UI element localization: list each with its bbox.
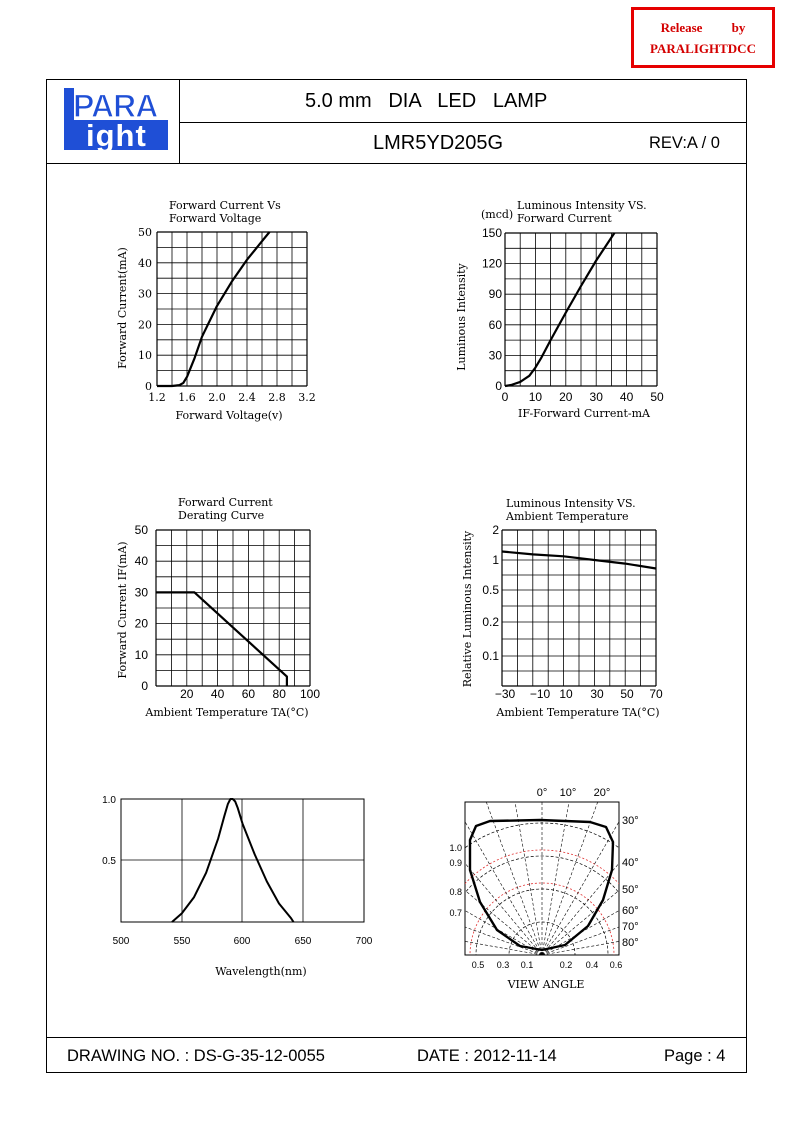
x-tick-label: 700 [355, 936, 373, 947]
release-stamp-line1: Release by [660, 20, 746, 35]
chart-title: Forward Current Vs [169, 199, 281, 212]
x-tick-label: 1.6 [178, 391, 196, 404]
x-axis-label: IF-Forward Current-mA [517, 407, 651, 420]
polar-spoke [512, 788, 542, 955]
x-tick-label: 30 [589, 390, 603, 404]
y-tick-label: 60 [488, 317, 502, 332]
x-tick-label: 20 [559, 390, 573, 404]
y-tick-label: 0.2 [482, 615, 499, 629]
x-axis-label: VIEW ANGLE [507, 978, 585, 991]
x-axis-label: Wavelength(nm) [215, 965, 307, 978]
polar-spoke [542, 788, 572, 955]
chart-title: Derating Curve [178, 509, 265, 522]
y-tick-label: 0 [145, 380, 152, 393]
x-tick-label: −30 [494, 687, 516, 701]
y-axis-label: Luminous Intensity [455, 263, 468, 371]
angle-label: 40° [622, 857, 639, 869]
x-tick-label: 650 [294, 936, 312, 947]
y-tick-label: 20 [138, 318, 152, 332]
angle-label: 10° [559, 787, 577, 799]
release-stamp-line2: PARALIGHTDCC [650, 41, 756, 56]
angle-label: 0° [536, 787, 548, 799]
bottom-scale-label: 0.4 [585, 960, 599, 970]
polar-spoke [412, 846, 542, 955]
y-tick-label: 150 [481, 226, 502, 240]
radiation-pattern-curve [470, 820, 613, 950]
chart-title: Luminous Intensity VS. [506, 497, 636, 510]
bottom-scale-label: 0.2 [559, 960, 573, 970]
angle-label: 70° [622, 921, 639, 933]
y-tick-label: 30 [134, 585, 148, 600]
y-tick-label: 0 [495, 379, 502, 393]
logo-text-bottom: ight [86, 118, 147, 152]
chart-title: Forward Voltage [169, 212, 262, 225]
angle-label: 50° [622, 884, 639, 896]
data-curve-spectrum [172, 799, 294, 922]
x-tick-label: 60 [241, 687, 256, 701]
x-tick-label: 50 [620, 687, 634, 701]
y-tick-label: 10 [138, 349, 152, 363]
polar-spoke [542, 846, 672, 955]
y-tick-label: 20 [134, 616, 148, 631]
x-axis-label: Ambient Temperature TA(°C) [496, 706, 660, 719]
chart-title: Ambient Temperature [506, 510, 629, 523]
y-tick-label: 0.5 [102, 856, 116, 867]
y-tick-label: 30 [138, 287, 152, 301]
part-number: LMR5YD205G [373, 132, 504, 154]
x-tick-label: 70 [649, 687, 663, 701]
x-axis-label: Forward Voltage(v) [175, 409, 283, 422]
y-tick-label: 90 [488, 287, 502, 302]
y-tick-label: 40 [138, 256, 152, 270]
x-axis-label: Ambient Temperature TA(°C) [145, 706, 309, 719]
y-unit-label: (mcd) [481, 208, 514, 221]
y-tick-label: 0.1 [482, 649, 499, 663]
bottom-scale-label: 0.5 [471, 960, 485, 970]
x-tick-label: 80 [272, 687, 286, 701]
revision: REV:A / 0 [649, 134, 720, 152]
y-tick-label: 120 [481, 256, 502, 271]
bottom-scale-label: 0.6 [609, 960, 623, 970]
x-tick-label: 550 [173, 936, 191, 947]
x-tick-label: 500 [112, 936, 130, 947]
x-tick-label: 40 [210, 687, 225, 701]
y-tick-label: 40 [134, 554, 148, 569]
x-tick-label: 20 [180, 687, 194, 701]
bottom-scale-label: 0.3 [496, 960, 510, 970]
angle-label: 60° [622, 905, 639, 917]
y-tick-label: 30 [488, 348, 502, 363]
x-tick-label: 0 [501, 390, 509, 404]
header-title: 5.0 mm DIA LED LAMP [305, 90, 548, 112]
y-tick-label: 1.0 [102, 795, 116, 806]
y-tick-label: 0.5 [482, 583, 499, 597]
radial-label: 0.9 [449, 858, 462, 868]
x-tick-label: 30 [590, 687, 604, 701]
chart-title: Luminous Intensity VS. [517, 199, 647, 212]
x-tick-label: 10 [528, 390, 543, 404]
y-tick-label: 50 [138, 226, 152, 239]
drawing-date: DATE : 2012-11-14 [417, 1047, 557, 1065]
radial-label: 0.7 [449, 908, 462, 918]
chart-title: Forward Current [178, 496, 273, 509]
x-tick-label: 100 [299, 687, 321, 701]
polar-grid [375, 785, 710, 1087]
x-tick-label: 1.2 [148, 391, 166, 404]
polar-spoke [542, 795, 600, 955]
y-tick-label: 1 [492, 553, 499, 567]
polar-spoke [395, 870, 542, 955]
y-tick-label: 2 [492, 523, 499, 537]
x-tick-label: 3.2 [298, 391, 316, 404]
polar-spoke [375, 925, 542, 955]
polar-spoke [382, 897, 542, 955]
angle-label: 30° [622, 815, 639, 827]
y-tick-label: 10 [134, 647, 148, 662]
bottom-scale-label: 0.1 [520, 960, 534, 970]
x-tick-label: 2.0 [208, 391, 226, 404]
angle-label: 80° [622, 937, 639, 949]
x-tick-label: 2.8 [268, 391, 286, 404]
x-tick-label: −10 [529, 687, 551, 701]
x-tick-label: 50 [650, 390, 664, 404]
chart-title: Forward Current [517, 212, 612, 225]
radial-label: 1.0 [449, 843, 462, 853]
y-tick-label: 50 [134, 523, 148, 537]
y-axis-label: Forward Current IF(mA) [116, 541, 129, 679]
radial-label: 0.8 [449, 887, 462, 897]
drawing-number: DRAWING NO. : DS-G-35-12-0055 [67, 1047, 325, 1065]
y-tick-label: 0 [141, 679, 148, 693]
plot-frame [121, 799, 364, 922]
page-number: Page : 4 [664, 1047, 726, 1065]
y-axis-label: Forward Current(mA) [116, 247, 129, 369]
x-tick-label: 600 [233, 936, 251, 947]
x-tick-label: 40 [619, 390, 634, 404]
x-tick-label: 10 [559, 687, 573, 701]
logo-text-top: PARA [73, 88, 158, 124]
y-axis-label: Relative Luminous Intensity [461, 530, 474, 688]
angle-label: 20° [593, 787, 611, 799]
polar-spoke [542, 870, 689, 955]
x-tick-label: 2.4 [238, 391, 256, 404]
